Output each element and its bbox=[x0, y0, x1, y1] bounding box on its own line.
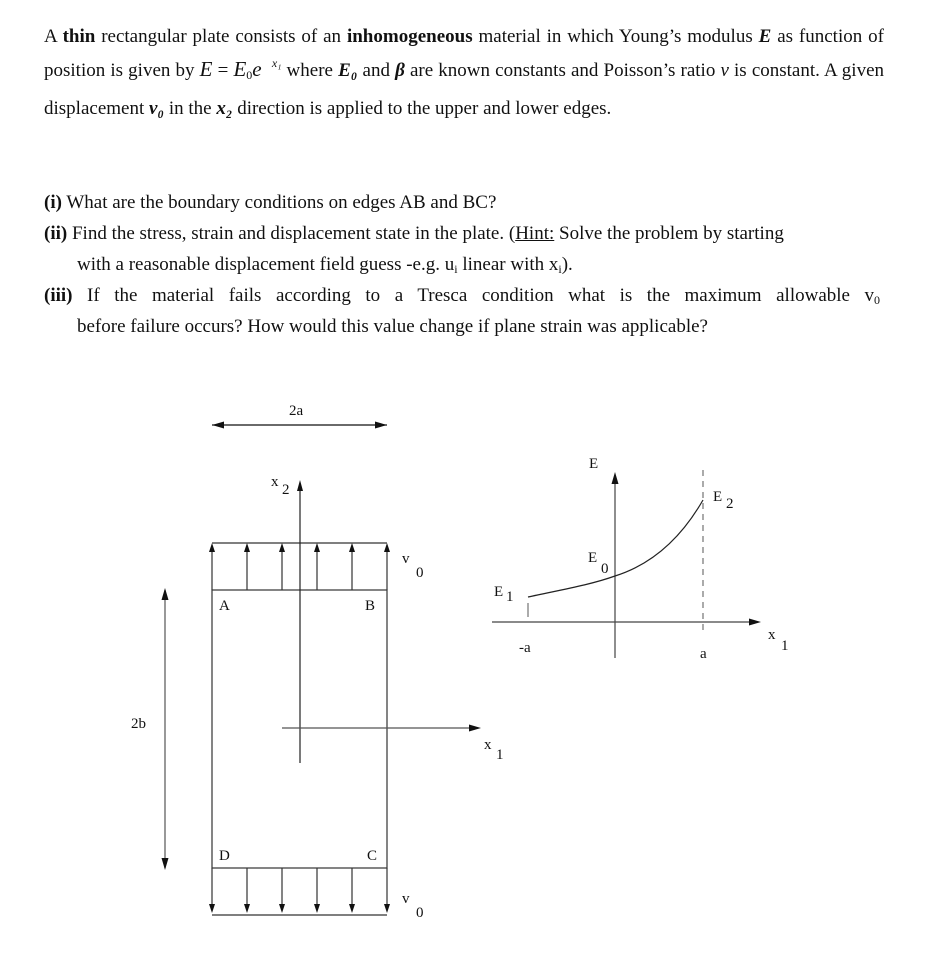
arrowhead-icon bbox=[375, 422, 387, 429]
text: A bbox=[44, 26, 63, 47]
top-load-subscript: 0 bbox=[416, 565, 424, 581]
arrowhead-icon bbox=[212, 422, 224, 429]
formula-E0-subscript: 0 bbox=[246, 68, 253, 82]
formula-exponent: x₁ bbox=[271, 56, 282, 70]
variable-E: E bbox=[758, 26, 772, 47]
height-dimension bbox=[131, 588, 169, 870]
label-E1: E bbox=[494, 584, 504, 600]
emphasis-thin: thin bbox=[62, 26, 96, 47]
formula-E0: E bbox=[233, 57, 247, 81]
x2-axis bbox=[271, 474, 303, 763]
arrowhead-icon bbox=[297, 480, 303, 491]
text: and bbox=[357, 60, 396, 81]
graph-x-axis-subscript: 1 bbox=[781, 638, 789, 654]
formula-exp-base: e bbox=[252, 57, 262, 81]
corner-label-B: B bbox=[365, 598, 376, 614]
arrowhead-icon bbox=[162, 588, 169, 600]
variable-E0: E₀ bbox=[338, 60, 358, 81]
text: is constant. A given displacement bbox=[44, 60, 885, 119]
plate-figure bbox=[131, 403, 504, 921]
label-E0-subscript: 0 bbox=[601, 561, 609, 577]
arrowhead-icon bbox=[612, 472, 619, 484]
emphasis-inhomogeneous: inhomogeneous bbox=[346, 26, 473, 47]
text: are known constants and Poisson’s ratio bbox=[404, 60, 721, 81]
text: material in which Young’s modulus bbox=[472, 26, 759, 47]
height-label: 2b bbox=[131, 716, 146, 732]
text: as function of position is given by bbox=[44, 26, 884, 81]
tick-label-neg-a: -a bbox=[519, 640, 531, 656]
x1-axis bbox=[282, 725, 504, 764]
variable-beta: β bbox=[395, 60, 405, 81]
text: rectangular plate consists of an bbox=[95, 26, 347, 47]
bottom-load-arrows bbox=[209, 868, 424, 921]
question-number: (i) bbox=[44, 192, 62, 213]
text: where bbox=[281, 60, 339, 81]
hint-label: Hint: bbox=[515, 223, 555, 244]
text: in the bbox=[164, 98, 217, 119]
formula-equals: = bbox=[212, 60, 234, 81]
arrowhead-icon bbox=[469, 725, 481, 732]
question-text: Solve the problem by starting bbox=[554, 223, 784, 244]
subscript: i bbox=[454, 262, 458, 276]
question-number: (ii) bbox=[44, 223, 68, 244]
label-E0: E bbox=[588, 550, 598, 566]
subscript: i bbox=[558, 262, 562, 276]
question-text: ). bbox=[561, 254, 573, 275]
corner-label-A: A bbox=[219, 598, 230, 614]
top-load-arrows bbox=[209, 543, 424, 590]
x1-axis-subscript: 1 bbox=[496, 747, 504, 763]
arrowhead-icon bbox=[162, 858, 169, 870]
label-E1-subscript: 1 bbox=[506, 589, 514, 605]
formula-E: E bbox=[199, 57, 213, 81]
variable-x2: x₂ bbox=[216, 98, 233, 119]
question-number: (iii) bbox=[44, 285, 73, 306]
bottom-load-subscript: 0 bbox=[416, 905, 424, 921]
variable-v0: v₀ bbox=[149, 98, 165, 119]
tick-label-a: a bbox=[700, 646, 707, 662]
arrowhead-icon bbox=[749, 619, 761, 626]
width-label: 2a bbox=[289, 403, 304, 419]
x2-axis-label: x bbox=[271, 474, 279, 490]
corner-label-D: D bbox=[219, 848, 230, 864]
question-text: before failure occurs? How would this value change if plane strain was applicable? bbox=[77, 316, 708, 337]
question-text: What are the boundary conditions on edges AB and BC? bbox=[61, 192, 497, 213]
bottom-load-label: v bbox=[402, 891, 410, 907]
modulus-graph bbox=[492, 456, 789, 662]
variable-nu: ν bbox=[720, 60, 729, 81]
question-text: Find the stress, strain and displacement state in the plate. ( bbox=[67, 223, 516, 244]
graph-x-axis-label: x bbox=[768, 627, 776, 643]
question-text: with a reasonable displacement field guess -e.g. u bbox=[77, 254, 455, 275]
label-E2: E bbox=[713, 489, 723, 505]
question-text: If the material fails according to a Tresca condition what is the maximum allowable v bbox=[72, 285, 874, 306]
text: direction is applied to the upper and lower edges. bbox=[232, 98, 612, 119]
graph-y-axis-label: E bbox=[589, 456, 599, 472]
subscript: 0 bbox=[874, 293, 880, 307]
x1-axis-label: x bbox=[484, 737, 492, 753]
corner-label-C: C bbox=[367, 848, 378, 864]
question-text: linear with x bbox=[457, 254, 559, 275]
label-E2-subscript: 2 bbox=[726, 496, 734, 512]
width-dimension bbox=[212, 403, 387, 429]
top-load-label: v bbox=[402, 551, 410, 567]
x2-axis-subscript: 2 bbox=[282, 482, 290, 498]
